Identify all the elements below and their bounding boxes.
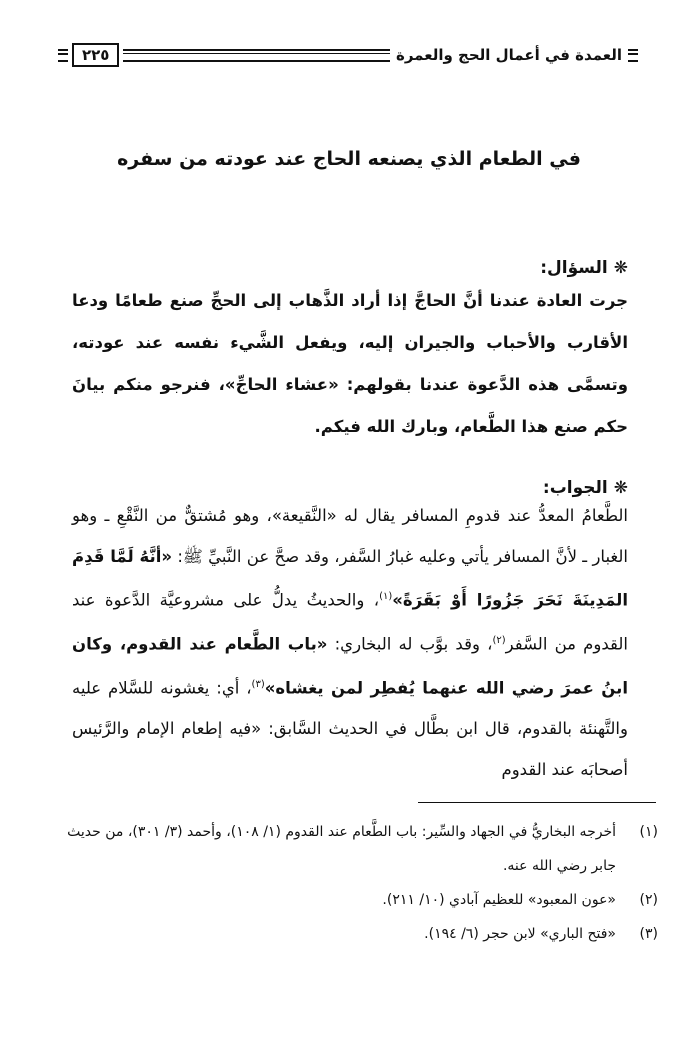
header-ornament-right [628,49,638,62]
answer-part-1: الطَّعامُ المعدُّ عند قدومِ المسافر يقال له «النَّقيعة»، وهو مُشتقٌّ من النَّقْعِ ـ وهو الغبار ـ لأنَّ المسافر يأتي وعليه غبارُ السَّفر، وقد صحَّ عن النَّبيِّ ﷺ: [72,506,628,566]
footnote-number: (٢) [639,892,658,908]
question-section [72,258,628,448]
question-text: جرت العادة عندنا أنَّ الحاجَّ إذا أراد الذَّهاب إلى الحجِّ صنع طعامًا ودعا الأقارب والأحباب والجيران إليه، ويفعل الشَّيء نفسه عند عودته، وتسمَّى هذه الدَّعوة عندنا بقولهم: «عشاء الحاجِّ»، فنرجو منكم بيانَ حكم صنع هذا الطَّعام، وبارك الله فيكم. [72,291,628,436]
header-book-title: العمدة في أعمال الحج والعمرة [396,46,622,64]
footnote-number: (٣) [639,926,658,942]
answer-text [72,496,628,790]
question-label [72,258,628,278]
answer-label [72,478,628,498]
footnote-ref-2: (٢) [492,635,506,646]
footnote-separator [418,802,656,803]
answer-part-4: ، أي: يغشونه للسَّلام عليه والتَّهنئة بالقدوم، قال ابن بطَّال في الحديث السَّابق: «فيه إطعام الإمام والرَّئيس أصحابَه عند القدوم [72,678,628,779]
footnote-text: «عون المعبود» للعظيم آبادي (١٠/ ٢١١). [382,892,616,908]
footnote-text: أخرجه البخاريُّ في الجهاد والسِّير: باب الطَّعام عند القدوم (١/ ١٠٨)، وأحمد (٣/ ٣٠١)، من حديث جابر رضي الله عنه. [67,824,616,874]
footnote-ref-1: (١) [379,591,393,602]
footnote [60,883,658,917]
running-header [58,40,638,70]
footnote-ref-3: (٣) [251,679,265,690]
asterism-icon: ❋ [613,258,628,278]
section-heading: في الطعام الذي يصنعه الحاج عند عودته من سفره [117,148,581,170]
bukhari-chapter-quote: «باب الطَّعام عند القدوم، وكان ابنُ عمرَ رضي الله عنهما يُفطِر لمن يغشاه» [72,634,628,698]
header-rule [123,49,390,62]
answer-label-text: الجواب: [542,478,608,498]
footnotes [60,815,658,951]
page-number: ٢٢٥ [72,43,119,67]
asterism-icon: ❋ [613,478,628,498]
answer-part-2: ، والحديثُ يدلُّ على مشروعيَّة الدَّعوة عند القدوم من السَّفر [72,590,628,654]
answer-part-3: ، وقد بوَّب له البخاري: [327,634,493,654]
hadith-quote: «أنَّهُ لَمَّا قَدِمَ المَدِينَةَ نَحَرَ جَزُورًا أَوْ بَقَرَةً» [72,546,628,610]
footnote [60,917,658,951]
footnote-number: (١) [639,824,658,840]
header-ornament-left [58,49,68,62]
footnote-text: «فتح الباري» لابن حجر (٦/ ١٩٤). [424,926,616,942]
footnote [60,815,658,883]
question-label-text: السؤال: [540,258,608,278]
answer-section [72,478,628,790]
